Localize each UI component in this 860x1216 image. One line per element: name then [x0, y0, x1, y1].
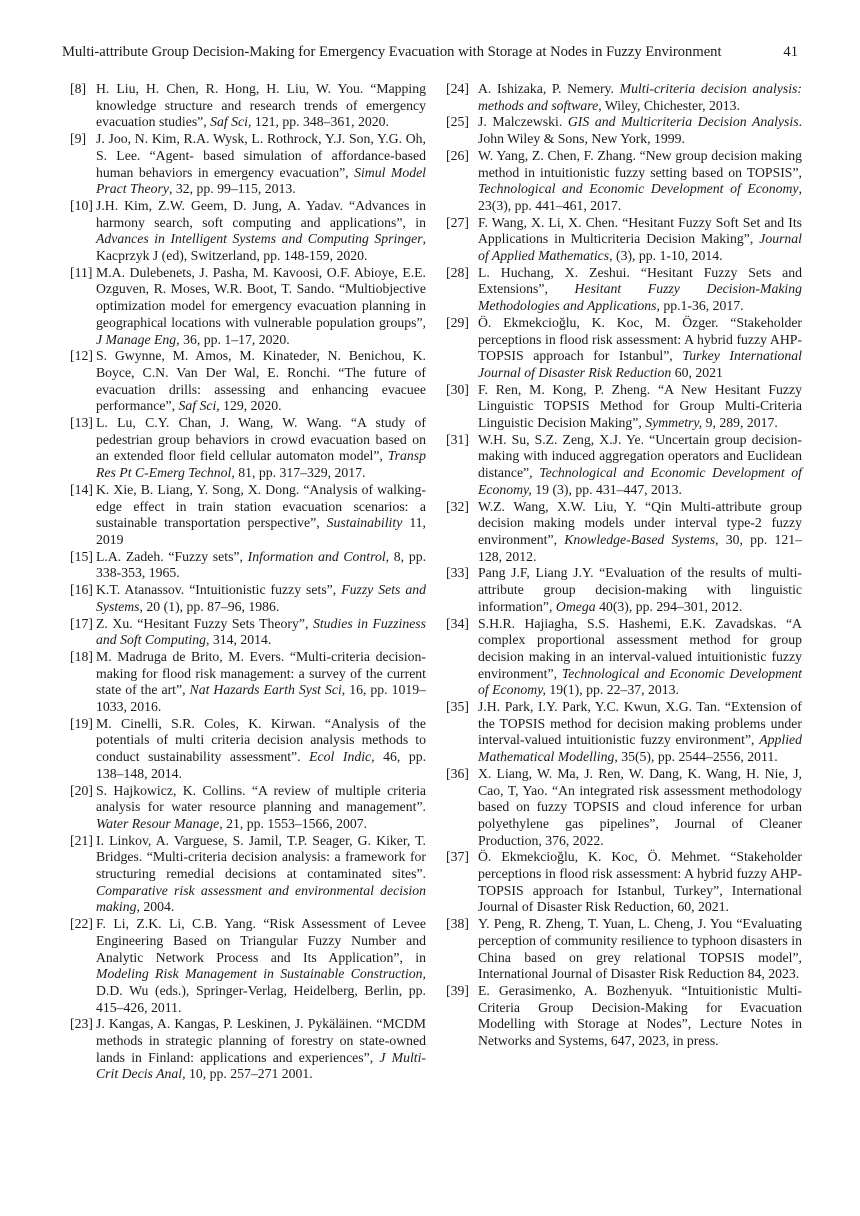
reference-segment: Z. Xu. “Hesitant Fuzzy Sets Theory”, — [96, 615, 313, 631]
reference-item — [446, 849, 802, 916]
reference-source: Nat Hazards Earth Syst Sci, — [189, 682, 346, 698]
references-left-column — [70, 81, 426, 1083]
reference-segment: , 8, pp. 338-353, 1965. — [96, 548, 427, 581]
reference-segment: F. Ren, M. Kong, P. Zheng. “A New Hesitant Fuzzy Linguistic TOPSIS Method for Group Multi-Criteria Linguistic Decision Making”, — [478, 381, 802, 431]
reference-text — [96, 131, 426, 198]
reference-segment: H. Liu, H. Chen, R. Hong, H. Liu, W. You. “Mapping knowledge structure and research trends of emergency evacuation studies”, — [96, 81, 426, 130]
reference-segment: , pp.1-36, 2017. — [656, 298, 744, 314]
reference-segment: L. Lu, C.Y. Chan, J. Wang, W. Wang. “A study of pedestrian group behaviors in crowd evacuation based on an extended floor field cellular automaton model”, — [96, 415, 426, 464]
reference-segment: , 23(3), pp. 441–461, 2017. — [478, 181, 802, 213]
reference-segment: J. Kangas, A. Kangas, P. Leskinen, J. Pykäläinen. “MCDM methods in strategic planning of forestry on state-owned lands in Finland: applications and experiences”, — [96, 1016, 426, 1065]
reference-number: [15] — [70, 548, 93, 564]
reference-number: [35] — [446, 699, 469, 715]
reference-number: [19] — [70, 715, 93, 731]
reference-source: Multi-criteria decision analysis: methods and software — [478, 81, 802, 113]
reference-segment: Ö. Ekmekcioğlu, K. Koc, M. Özger. “Stakeholder perceptions in flood risk assessment: A hybrid fuzzy AHP-TOPSIS approach for Istanbul”, — [478, 314, 802, 364]
reference-number: [9] — [70, 131, 87, 147]
reference-item — [446, 565, 802, 615]
reference-number: [36] — [446, 765, 469, 781]
reference-segment: I. Linkov, A. Varguese, S. Jamil, T.P. Seager, G. Kiker, T. Bridges. “Multi-criteria decision analysis: a framework for structuring remedial decisions at contaminated sites”. — [96, 832, 426, 882]
reference-item — [446, 499, 802, 566]
reference-source: Advances in Intelligent Systems and Computing Springer — [96, 231, 423, 247]
reference-segment: . John Wiley & Sons, New York, 1999. — [478, 114, 802, 147]
reference-item — [70, 716, 426, 783]
reference-number: [22] — [70, 916, 93, 932]
reference-segment: 129, 2020. — [219, 398, 282, 414]
reference-number: [8] — [70, 81, 87, 96]
reference-segment: , 46, pp. 138–148, 2014. — [96, 749, 427, 781]
reference-source: Transp Res Pt C-Emerg Technol — [96, 448, 426, 481]
reference-segment: L. Huchang, X. Zeshui. “Hesitant Fuzzy Sets and Extensions”, — [478, 264, 802, 297]
reference-number: [26] — [446, 147, 469, 163]
reference-segment: 16, pp. 1019–1033, 2016. — [96, 682, 427, 715]
reference-segment: J.H. Park, I.Y. Park, Y.C. Kwun, X.G. Tan. “Extension of the TOPSIS method for decision making problems under interval-valued intuitionistic fuzzy environment”, — [478, 699, 802, 748]
reference-source: Journal of Applied Mathematics — [478, 231, 802, 264]
reference-segment: Pang J.F, Liang J.Y. “Evaluation of the results of multi-attribute group decision-making with linguistic information”, — [478, 565, 802, 614]
reference-segment: A. Ishizaka, P. Nemery. — [478, 81, 620, 96]
reference-segment: , Kacprzyk J (ed), Switzerland, pp. 148-159, 2020. — [96, 231, 426, 264]
reference-segment: J. Malczewski. — [478, 114, 568, 130]
reference-segment: F. Li, Z.K. Li, C.B. Yang. “Risk Assessment of Levee Engineering Based on Triangular Fuzzy Number and Analytic Network Process and Its Application”, in — [96, 916, 426, 965]
reference-number: [20] — [70, 782, 93, 798]
reference-item — [446, 315, 802, 382]
reference-number: [32] — [446, 498, 469, 514]
reference-item — [446, 699, 802, 766]
reference-number: [23] — [70, 1016, 93, 1032]
reference-text — [96, 783, 426, 833]
reference-source: Technological and Economic Development of Economy, — [478, 665, 802, 698]
reference-segment: J. Joo, N. Kim, R.A. Wysk, L. Rothrock, Y.J. Son, Y.G. Oh, S. Lee. “Agent- based simulation of affordance-based human behaviors in emergency evacuation”, — [96, 131, 426, 180]
reference-text — [478, 616, 802, 700]
reference-source: Fuzzy Sets and Systems, — [96, 582, 426, 614]
reference-source: Comparative risk assessment and environmental decision making — [96, 882, 426, 915]
reference-segment: 9, 289, 2017. — [702, 415, 778, 431]
reference-number: [27] — [446, 214, 469, 230]
reference-segment: , 21, pp. 1553–1566, 2007. — [219, 815, 368, 831]
reference-item — [70, 265, 426, 349]
reference-number: [30] — [446, 381, 469, 397]
reference-item — [70, 131, 426, 198]
reference-text — [96, 415, 426, 482]
reference-item — [446, 616, 802, 700]
reference-segment: 60, 2021 — [671, 364, 723, 380]
reference-segment: , 81, pp. 317–329, 2017. — [231, 465, 366, 481]
reference-number: [28] — [446, 264, 469, 280]
reference-item — [70, 348, 426, 415]
reference-segment: Y. Peng, R. Zheng, T. Yuan, L. Cheng, J. You “Evaluating perception of community resilience to typhoon disasters in China based on grey relational TOPSIS model”, International Journal of Disaster Risk Reduction 84, 2023. — [478, 916, 802, 982]
reference-number: [12] — [70, 348, 93, 364]
reference-segment: W.H. Su, S.Z. Zeng, X.J. Ye. “Uncertain group decision-making with induced aggregation operators and Euclidean distance”, — [478, 431, 802, 481]
reference-text — [478, 265, 802, 315]
reference-item — [446, 215, 802, 265]
reference-segment: J.H. Kim, Z.W. Geem, D. Jung, A. Yadav. “Advances in harmony search, soft computing and applications”, in — [96, 197, 426, 230]
reference-segment: , 32, pp. 99–115, 2013. — [168, 181, 296, 197]
reference-segment: K.T. Atanassov. “Intuitionistic fuzzy sets”, — [96, 582, 342, 598]
reference-text — [478, 114, 802, 147]
reference-item — [446, 766, 802, 850]
reference-segment: M. Madruga de Brito, M. Evers. “Multi-criteria decision-making for flood risk management: a survey of the current state of the art”, — [96, 648, 426, 698]
reference-item — [70, 616, 426, 649]
reference-segment: 20 (1), pp. 87–96, 1986. — [142, 598, 280, 614]
reference-item — [446, 114, 802, 147]
reference-text — [96, 649, 426, 716]
reference-text — [478, 499, 802, 566]
reference-number: [10] — [70, 197, 93, 213]
reference-item — [70, 833, 426, 917]
reference-segment: F. Wang, X. Li, X. Chen. “Hesitant Fuzzy Soft Set and Its Applications in Multicriteria Decision Making”, — [478, 214, 802, 247]
reference-text — [478, 849, 802, 916]
reference-text — [96, 1016, 426, 1083]
reference-item — [70, 415, 426, 482]
reference-text — [96, 616, 426, 649]
reference-number: [31] — [446, 431, 469, 447]
reference-text — [96, 716, 426, 783]
reference-number: [24] — [446, 81, 469, 96]
reference-item — [446, 916, 802, 983]
reference-segment: X. Liang, W. Ma, J. Ren, W. Dang, K. Wang, H. Nie, J, Cao, T, Yao. “An integrated risk assessment methodology based on fuzzy TOPSIS and cloud inference for urban polyethylene gas pipelines”, Journal of Cleaner Production, 376, 2022. — [478, 765, 802, 848]
reference-text — [478, 315, 802, 382]
reference-source: J Manage Eng, — [96, 331, 180, 347]
reference-text — [96, 916, 426, 1016]
reference-segment: W. Yang, Z. Chen, F. Zhang. “New group decision making method in intuitionistic fuzzy setting based on TOPSIS”, — [478, 147, 802, 180]
reference-item — [446, 382, 802, 432]
reference-segment: S. Hajkowicz, K. Collins. “A review of multiple criteria analysis for water resource planning and management”. — [96, 782, 426, 815]
reference-segment: 121, pp. 348–361, 2020. — [251, 114, 389, 130]
reference-source: Water Resour Manage — [96, 815, 220, 831]
running-header — [62, 44, 798, 61]
reference-source: Applied Mathematical Modelling — [478, 732, 802, 765]
reference-item — [446, 983, 802, 1050]
reference-segment: L.A. Zadeh. “Fuzzy sets”, — [96, 548, 248, 564]
reference-segment: S. Gwynne, M. Amos, M. Kinateder, N. Benichou, K. Boyce, C.N. Van Der Wal, E. Ronchi. “The future of evacuation drills: assessing and enhancing evacuee performance”, — [96, 348, 426, 414]
reference-source: Information and Control — [247, 548, 386, 564]
reference-number: [11] — [70, 264, 93, 280]
reference-source: Technological and Economic Development of Economy — [478, 181, 799, 197]
reference-text — [478, 699, 802, 766]
reference-number: [14] — [70, 481, 93, 497]
reference-source: Knowledge-Based Systems — [564, 531, 716, 547]
reference-segment: , 30, pp. 121–128, 2012. — [478, 531, 802, 564]
reference-number: [13] — [70, 415, 93, 431]
reference-number: [38] — [446, 916, 469, 932]
reference-segment: 19 (3), pp. 431–447, 2013. — [531, 481, 682, 497]
reference-number: [39] — [446, 982, 469, 998]
reference-text — [478, 215, 802, 265]
reference-text — [96, 549, 426, 582]
reference-segment: 36, pp. 1–17, 2020. — [179, 331, 290, 347]
reference-item — [70, 649, 426, 716]
reference-number: [25] — [446, 114, 469, 130]
reference-source: Modeling Risk Management in Sustainable Construction, — [96, 966, 426, 982]
reference-segment: , 314, 2014. — [206, 632, 272, 648]
reference-text — [96, 582, 426, 615]
reference-segment: 40(3), pp. 294–301, 2012. — [595, 598, 743, 614]
reference-item — [70, 81, 426, 131]
reference-item — [446, 81, 802, 114]
reference-text — [478, 983, 802, 1050]
reference-source: Turkey International Journal of Disaster Risk Reduction — [478, 348, 802, 380]
reference-source: GIS and Multicriteria Decision Analysis — [567, 114, 799, 130]
reference-item — [70, 198, 426, 265]
reference-number: [34] — [446, 615, 469, 631]
reference-segment: D.D. Wu (eds.), Springer-Verlag, Heidelberg, Berlin, pp. 415–426, 2011. — [96, 982, 426, 1015]
references-right-column — [446, 81, 802, 1050]
reference-item — [70, 1016, 426, 1083]
reference-source: Saf Sci, — [210, 114, 252, 130]
reference-source: Technological and Economic Development of Economy, — [478, 465, 803, 497]
reference-text — [96, 198, 426, 265]
reference-source: Sustainability — [326, 515, 403, 531]
reference-text — [478, 916, 802, 983]
reference-segment: M.A. Dulebenets, J. Pasha, M. Kavoosi, O.F. Abioye, E.E. Ozguven, R. Moses, W.R. Boot, T. Sando. “Multiobjective optimization model for emergency evacuation planning in geographical locations with vulnerable population groups”, — [96, 264, 426, 330]
reference-segment: E. Gerasimenko, A. Bozhenyuk. “Intuitionistic Multi-Criteria Group Decision-Making for Evacuation Modelling with Storage at Nodes”, Lecture Notes in Networks and Systems, 647, 2023, in press. — [478, 982, 802, 1049]
reference-text — [96, 482, 426, 549]
reference-text — [478, 81, 802, 114]
reference-text — [478, 432, 802, 499]
reference-source: Saf Sci, — [178, 398, 220, 414]
reference-number: [29] — [446, 314, 469, 330]
page-number: 41 — [783, 44, 798, 60]
reference-segment: 10, pp. 257–271 2001. — [185, 1066, 313, 1082]
reference-item — [70, 482, 426, 549]
reference-segment: W.Z. Wang, X.W. Liu, Y. “Qin Multi-attribute group decision making models under interval type-2 fuzzy environment”, — [478, 498, 802, 547]
reference-segment: M. Cinelli, S.R. Coles, K. Kirwan. “Analysis of the potentials of multi criteria decision analysis methods to conduct sustainability assessment”. — [96, 715, 426, 765]
reference-text — [478, 565, 802, 615]
reference-text — [96, 833, 426, 917]
reference-source: Omega — [555, 598, 596, 614]
reference-item — [446, 432, 802, 499]
reference-number: [21] — [70, 832, 93, 848]
reference-item — [70, 783, 426, 833]
reference-text — [478, 382, 802, 432]
reference-text — [478, 766, 802, 850]
reference-number: [17] — [70, 615, 93, 631]
reference-item — [70, 916, 426, 1016]
reference-segment: , 35(5), pp. 2544–2556, 2011. — [614, 749, 778, 765]
reference-text — [478, 148, 802, 215]
reference-text — [96, 81, 426, 131]
reference-item — [70, 582, 426, 615]
reference-item — [446, 148, 802, 215]
reference-source: Symmetry, — [645, 415, 703, 431]
reference-number: [18] — [70, 648, 93, 664]
reference-segment: , (3), pp. 1-10, 2014. — [609, 248, 723, 264]
reference-segment: , Wiley, Chichester, 2013. — [598, 97, 740, 113]
reference-source: Simul Model Pract Theory — [96, 164, 426, 197]
reference-source: Ecol Indic — [309, 749, 372, 765]
reference-number: [16] — [70, 582, 93, 598]
reference-item — [70, 549, 426, 582]
reference-source: J Multi-Crit Decis Anal, — [96, 1049, 426, 1082]
reference-number: [37] — [446, 849, 469, 865]
reference-number: [33] — [446, 565, 469, 581]
reference-segment: Ö. Ekmekcioğlu, K. Koc, Ö. Mehmet. “Stakeholder perceptions in flood risk assessment: A hybrid fuzzy AHP-TOPSIS approach for Istanbul, Turkey”, International Journal of Disaster Risk Reduction, 60, 2021. — [478, 849, 802, 915]
reference-segment: , 2004. — [136, 899, 175, 915]
running-title: Multi-attribute Group Decision-Making for Emergency Evacuation with Storage at Nodes in Fuzzy Environment — [62, 44, 722, 60]
reference-segment: 19(1), pp. 22–37, 2013. — [545, 682, 679, 698]
reference-text — [96, 265, 426, 349]
reference-segment: 11, 2019 — [96, 515, 426, 547]
reference-segment: K. Xie, B. Liang, Y. Song, X. Dong. “Analysis of walking-edge effect in train station evacuation scenarios: a sustainable transportation perspective”, — [96, 481, 426, 531]
reference-text — [96, 348, 426, 415]
reference-source: Studies in Fuzziness and Soft Computing — [96, 615, 427, 648]
reference-segment: S.H.R. Hajiagha, S.S. Hashemi, E.K. Zavadskas. “A complex proportional assessment method for group decision making in an interval-valued intuitionistic fuzzy environment”, — [478, 615, 802, 681]
reference-source: Hesitant Fuzzy Decision-Making Methodologies and Applications — [478, 281, 802, 314]
reference-item — [446, 265, 802, 315]
